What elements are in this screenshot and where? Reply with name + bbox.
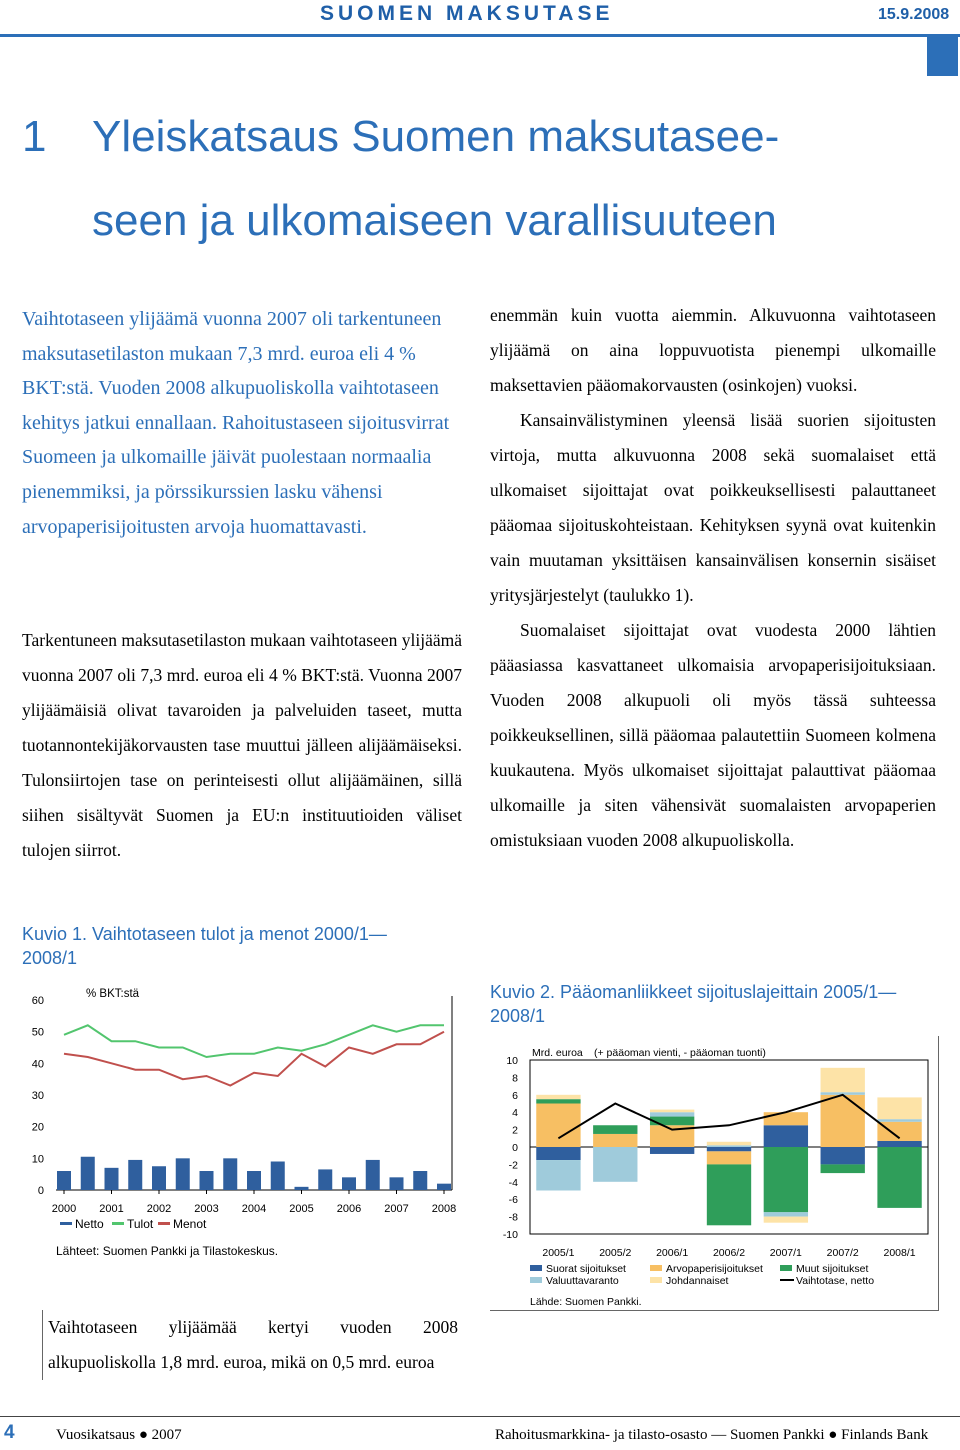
chart-1-ytick: 60 — [31, 995, 44, 1007]
chart-1-bar-netto — [437, 1184, 451, 1190]
chart-2-bar-segment — [536, 1104, 580, 1148]
chart-1-bar-netto — [128, 1160, 142, 1190]
chart-1-legend-label: Tulot — [127, 1217, 154, 1231]
chart-2-xtick: 2005/2 — [599, 1247, 632, 1259]
chart-1-line-menot — [64, 1032, 444, 1086]
chart-2-legend-label: Muut sijoitukset — [796, 1263, 869, 1275]
left-margin-rule — [42, 1310, 43, 1380]
chart-2-legend-label: Arvopaperisijoitukset — [666, 1263, 763, 1275]
right-paragraph-3: Suomalaiset sijoittajat ovat vuodesta 2000 lähtien pääasiassa kasvattaneet ulkomaisia arvopaperisijoituksiaan. Vuoden 2008 alkupuoli oli myös tässä suhteessa poikkeuksellinen, sillä pääomaa palautettiin Suomeen kolmena kuukautena. Myös ulkomaiset sijoittajat palauttivat pääomaa ulkomaille ja siten vähensivät suomalaisten arvopaperien omistuksiaan vuoden 2008 alkupuoliskolla. — [490, 620, 936, 850]
chart-2-bar-segment — [707, 1142, 751, 1145]
chart-2-bar-segment — [707, 1145, 751, 1147]
chart-1-bar-netto — [247, 1171, 261, 1190]
header-rule — [0, 34, 960, 37]
chart-2-bar-segment — [536, 1160, 580, 1190]
chart-1-xtick: 2006 — [336, 1203, 362, 1215]
chart-2-bar-segment — [764, 1147, 808, 1212]
chart-2-xtick: 2007/2 — [826, 1247, 859, 1259]
footer-publication: Vuosikatsaus ● 2007 — [56, 1427, 182, 1443]
chart-1-bar-netto — [176, 1158, 190, 1190]
chart-1-bar-netto — [57, 1171, 71, 1190]
chart-2-bar-segment — [593, 1134, 637, 1147]
chapter-title-line2: seen ja ulkomaiseen varallisuuteen — [92, 196, 777, 245]
chart-2-bar-segment — [536, 1147, 580, 1160]
chart-2-bar-segment — [536, 1095, 580, 1099]
chart-2-bar-segment — [877, 1097, 921, 1119]
header-title: SUOMEN MAKSUTASE — [320, 2, 614, 25]
chart-1-xtick: 2000 — [51, 1203, 77, 1215]
chart-2-ytick: 0 — [512, 1142, 518, 1154]
chart-1-bar-netto — [152, 1166, 166, 1190]
chapter-number: 1 — [22, 112, 47, 161]
chart-1-bar-netto — [318, 1169, 332, 1190]
chart-2-ytick: 2 — [512, 1124, 518, 1137]
chart-1-xtick: 2007 — [384, 1203, 409, 1215]
footer-rule — [0, 1416, 960, 1417]
chart-1-xtick: 2008 — [431, 1203, 457, 1215]
chart-2-ytick: -6 — [508, 1194, 518, 1207]
chart-2-bar-segment — [877, 1147, 921, 1208]
chart-2-ytick: -4 — [508, 1176, 518, 1189]
chart-1-legend-label: Menot — [173, 1217, 207, 1231]
chart-2-xtick: 2006/2 — [712, 1247, 746, 1259]
chart-2-bar-segment — [650, 1147, 694, 1154]
chart-1-bar-netto — [390, 1177, 404, 1190]
chart-1-xtick: 2002 — [146, 1203, 172, 1215]
chart-2-bottom-rule — [490, 1310, 938, 1311]
chart-2-bar-segment — [821, 1068, 865, 1092]
chart-2-xtick: 2005/1 — [542, 1247, 575, 1259]
chart-1-ytick: 10 — [31, 1153, 44, 1166]
page-number: 4 — [4, 1422, 15, 1443]
chart-1-bar-netto — [223, 1158, 237, 1190]
chart-2-legend-swatch — [780, 1279, 794, 1281]
chart-2-legend-swatch — [530, 1265, 542, 1271]
chart-1-xtick: 2003 — [194, 1203, 219, 1215]
chart-2-ytick: -2 — [508, 1159, 518, 1172]
chart-2-bar-segment — [650, 1117, 694, 1126]
chart-1-bar-netto — [81, 1157, 95, 1190]
chart-2-unit-label: Mrd. euroa — [532, 1047, 583, 1059]
chart-1-xtick: 2001 — [99, 1203, 124, 1215]
chart-1-source: Lähteet: Suomen Pankki ja Tilastokeskus. — [56, 1244, 279, 1258]
chart-2-source: Lähde: Suomen Pankki. — [530, 1296, 642, 1308]
chart-2-bar-segment — [764, 1112, 808, 1125]
chart-1-bar-netto — [295, 1187, 309, 1190]
chart-2 — [490, 1036, 940, 1311]
chart-1-bar-netto — [413, 1171, 427, 1190]
right-paragraphs — [490, 298, 936, 858]
chapter-title-line1: Yleiskatsaus Suomen maksutasee- — [92, 112, 780, 161]
chart-1-bar-netto — [342, 1177, 356, 1190]
chart-2-ytick: -8 — [508, 1211, 518, 1224]
chart-2-legend-swatch — [780, 1265, 792, 1271]
right-paragraph-1: enemmän kuin vuotta aiemmin. Alkuvuonna vaihtotaseen ylijäämä on aina loppuvuotista pienempi ulkomaille maksettavien pääomakorvausten (osinkojen) vuoksi. — [490, 305, 936, 395]
chart-2-bar-segment — [764, 1212, 808, 1216]
footer-department: Rahoitusmarkkina- ja tilasto-osasto — Suomen Pankki ● Finlands Bank — [495, 1427, 929, 1443]
chart-2-bar-segment — [821, 1164, 865, 1173]
header-tab — [927, 36, 958, 76]
chart-2-bar-segment — [821, 1095, 865, 1147]
chart-2-bar-segment — [764, 1125, 808, 1147]
chart-2-legend-label: Vaihtotase, netto — [796, 1275, 875, 1287]
chart-1-bar-netto — [105, 1168, 119, 1190]
chart-2-bar-segment — [707, 1164, 751, 1225]
chart-2-xtick: 2007/1 — [769, 1247, 802, 1259]
lead-paragraph: Vaihtotaseen ylijäämä vuonna 2007 oli tarkentuneen maksutasetilaston mukaan 7,3 mrd. euroa eli 4 % BKT:stä. Vuoden 2008 alkupuoliskolla vaihtotaseen kehitys jatkui ennallaan. Rahoitustaseen sijoitusvirrat Suomeen ja ulkomaille jäivät puolestaan normaalia pienemmiksi, ja pörssikurssien lasku vähensi arvopaperisijoitusten arvoja huomattavasti. — [22, 308, 450, 538]
chart-2-legend-label: Valuuttavaranto — [546, 1275, 619, 1287]
figure-1-caption: Kuvio 1. Vaihtotaseen tulot ja menot 2000/1—2008/1 — [22, 924, 387, 968]
chart-2-ytick: 10 — [506, 1055, 518, 1067]
chart-2-bar-segment — [650, 1110, 694, 1113]
chart-1-bar-netto — [366, 1160, 380, 1190]
chart-2-bar-segment — [707, 1147, 751, 1151]
chart-2-xtick: 2008/1 — [883, 1247, 916, 1259]
chart-2-legend-label: Johdannaiset — [666, 1275, 729, 1287]
figure-2-caption: Kuvio 2. Pääomanliikkeet sijoituslajeittain 2005/1—2008/1 — [490, 982, 897, 1026]
chart-2-bar-segment — [764, 1217, 808, 1223]
chart-2-subtitle: (+ pääoman vienti, - pääoman tuonti) — [594, 1047, 766, 1059]
chart-1-ytick: 50 — [31, 1026, 44, 1039]
chart-2-bar-segment — [593, 1147, 637, 1182]
right-paragraph-2: Kansainvälistyminen yleensä lisää suorien sijoitusten virtoja, mutta alkuvuonna 2008 sekä suomalaiset että ulkomaiset sijoittajat ovat poikkeuksellisesti palauttaneet pääomaa sijoituskohteistaan. Kehityksen syynä ovat kuitenkin vain muutaman yksittäisen kansainvälisen konsernin sisäiset yritysjärjestelyt (taulukko 1). — [490, 410, 936, 605]
chart-2-bar-segment — [877, 1119, 921, 1122]
chart-2-legend-swatch — [650, 1277, 662, 1283]
chart-1-bar-netto — [271, 1162, 285, 1191]
chart-2-legend-label: Suorat sijoitukset — [546, 1263, 626, 1275]
chart-2-bar-segment — [877, 1141, 921, 1147]
right-margin-rule — [938, 1036, 939, 1311]
chart-2-ytick: 8 — [512, 1072, 518, 1085]
chart-1-ytick: 20 — [31, 1121, 44, 1134]
chart-2-xtick: 2006/1 — [656, 1247, 689, 1259]
chart-1-ytick: 0 — [37, 1185, 44, 1197]
chart-2-bar-segment — [821, 1147, 865, 1164]
chart-1 — [20, 978, 460, 1278]
chart-1-ytick: 40 — [31, 1058, 44, 1071]
chart-1-xtick: 2005 — [289, 1203, 314, 1215]
chart-2-bar-segment — [707, 1151, 751, 1164]
chart-1-ytick: 30 — [31, 1090, 44, 1102]
chart-2-legend-swatch — [650, 1265, 662, 1271]
header-date: 15.9.2008 — [878, 6, 950, 23]
chart-2-legend-swatch — [530, 1277, 542, 1283]
chart-1-bar-netto — [200, 1171, 214, 1190]
chart-2-bar-segment — [593, 1125, 637, 1134]
chart-2-ytick: 4 — [512, 1107, 518, 1120]
chart-1-legend-label: Netto — [75, 1217, 104, 1231]
left-paragraph-1: Tarkentuneen maksutasetilaston mukaan vaihtotaseen ylijäämä vuonna 2007 oli 7,3 mrd. euroa eli 4 % BKT:stä. Vuonna 2007 ylijäämäisiä olivat tavaroiden ja palveluiden taseet, mutta tuotannontekijäkorvausten tase muuttui jälleen alijäämäiseksi. Tulonsiirtojen tase on perinteisesti ollut alijäämäinen, sillä siihen sisältyvät Suomen ja EU:n instituutioiden väliset tulojen siirrot. — [22, 630, 463, 860]
chart-2-bar-segment — [650, 1112, 694, 1116]
left-paragraph-2: Vaihtotaseen ylijäämää kertyi vuoden 2008 alkupuoliskolla 1,8 mrd. euroa, mikä on 0,5 mrd. euroa — [48, 1317, 458, 1372]
chart-2-ytick: -10 — [502, 1229, 518, 1241]
chart-1-unit-label: % BKT:stä — [86, 988, 140, 1000]
chart-1-legend-swatch — [60, 1222, 72, 1225]
chart-1-legend-swatch — [158, 1222, 170, 1225]
chart-2-bar-segment — [536, 1099, 580, 1103]
chart-1-legend-swatch — [112, 1222, 124, 1225]
chart-2-ytick: 6 — [512, 1089, 518, 1102]
chart-1-line-tulot — [64, 1025, 444, 1057]
chart-1-xtick: 2004 — [241, 1203, 267, 1215]
